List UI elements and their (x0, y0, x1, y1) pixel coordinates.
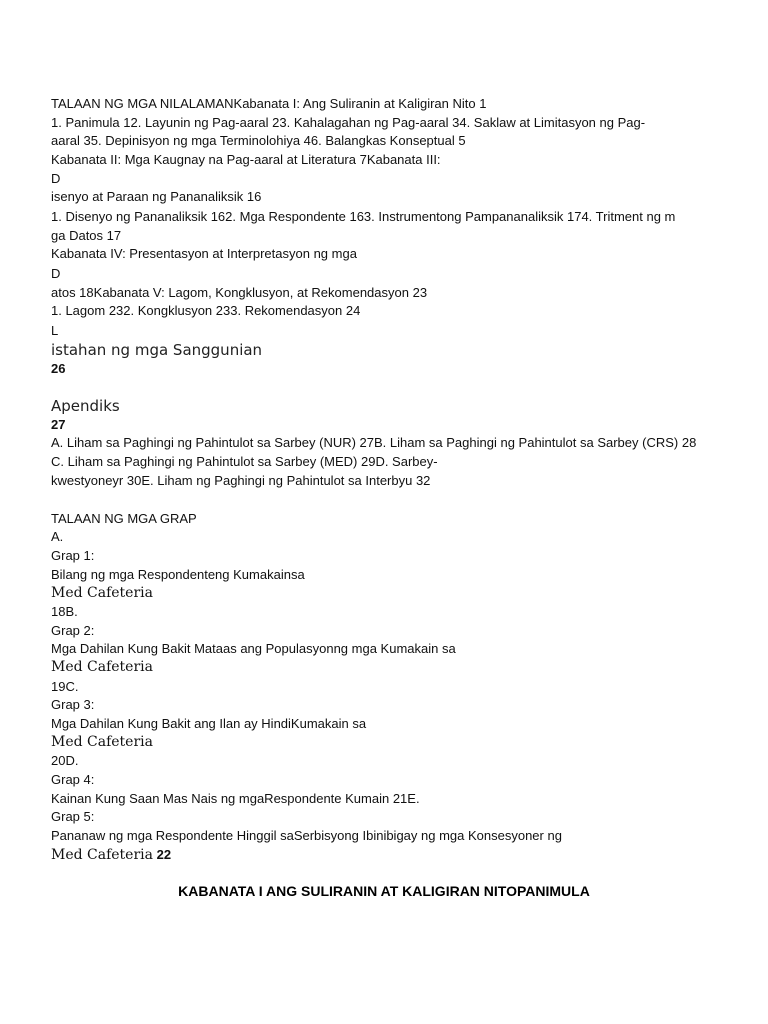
graph-line: Med Cafeteria (51, 734, 153, 750)
toc-line: Kabanata II: Mga Kaugnay na Pag-aaral at Literatura 7Kabanata III: (51, 152, 441, 167)
graph-line: Pananaw ng mga Respondente Hinggil saSerbisyong Ibinibigay ng mga Konsesyoner ng (51, 828, 562, 843)
graph-line: Med Cafeteria (51, 585, 153, 601)
graph-line: Bilang ng mga Respondenteng Kumakainsa (51, 567, 305, 582)
toc-line: Apendiks (51, 397, 120, 415)
toc-line: kwestyoneyr 30E. Liham ng Paghingi ng Pahintulot sa Interbyu 32 (51, 473, 431, 488)
graph-line (51, 846, 171, 864)
graph-line: A. (51, 529, 64, 544)
graph-line: Grap 4: (51, 772, 95, 787)
graph-line: 20D. (51, 753, 79, 768)
toc-line: isenyo at Paraan ng Pananaliksik 16 (51, 189, 262, 204)
toc-line: 1. Panimula 12. Layunin ng Pag-aaral 23. Kahalagahan ng Pag-aaral 34. Saklaw at Limitasyon ng Pag- (51, 115, 646, 130)
graph-line: 18B. (51, 604, 78, 619)
toc-line: ga Datos 17 (51, 228, 122, 243)
graph-line: 19C. (51, 679, 79, 694)
graph-line: Med Cafeteria (51, 659, 153, 675)
graph-line: Grap 5: (51, 809, 95, 824)
chapter-heading: KABANATA I ANG SULIRANIN AT KALIGIRAN NITOPANIMULA (178, 883, 590, 899)
toc-line: 1. Disenyo ng Pananaliksik 162. Mga Respondente 163. Instrumentong Pampananaliksik 174. Tritment ng m (51, 209, 676, 224)
graph-line: Grap 2: (51, 623, 95, 638)
toc-line: D (51, 266, 61, 281)
toc-line: Kabanata IV: Presentasyon at Interpretasyon ng mga (51, 246, 357, 261)
graph-line-text: Med Cafeteria (51, 847, 153, 863)
toc-line: atos 18Kabanata V: Lagom, Kongklusyon, at Rekomendasyon 23 (51, 285, 428, 300)
toc-line: istahan ng mga Sanggunian (51, 341, 263, 359)
graphs-title: TALAAN NG MGA GRAP (51, 511, 197, 526)
toc-line: A. Liham sa Paghingi ng Pahintulot sa Sarbey (NUR) 27B. Liham sa Paghingi ng Pahintulot sa Sarbey (CRS) 28 (51, 435, 697, 450)
toc-line: C. Liham sa Paghingi ng Pahintulot sa Sarbey (MED) 29D. Sarbey- (51, 454, 438, 469)
toc-line: TALAAN NG MGA NILALAMANKabanata I: Ang Suliranin at Kaligiran Nito 1 (51, 96, 487, 111)
graph-line: Grap 3: (51, 697, 95, 712)
toc-line: D (51, 171, 61, 186)
graph-line: Grap 1: (51, 548, 95, 563)
graph-page-number: 22 (153, 847, 172, 862)
toc-page-number: 26 (51, 361, 66, 376)
toc-line: aaral 35. Depinisyon ng mga Terminolohiya 46. Balangkas Konseptual 5 (51, 133, 466, 148)
graph-line: Kainan Kung Saan Mas Nais ng mgaRespondente Kumain 21E. (51, 791, 420, 806)
toc-line: L (51, 323, 59, 338)
graph-line: Mga Dahilan Kung Bakit Mataas ang Populasyonng mga Kumakain sa (51, 641, 456, 656)
toc-page-number: 27 (51, 417, 66, 432)
graph-line: Mga Dahilan Kung Bakit ang Ilan ay HindiKumakain sa (51, 716, 367, 731)
toc-line: 1. Lagom 232. Kongklusyon 233. Rekomendasyon 24 (51, 303, 361, 318)
